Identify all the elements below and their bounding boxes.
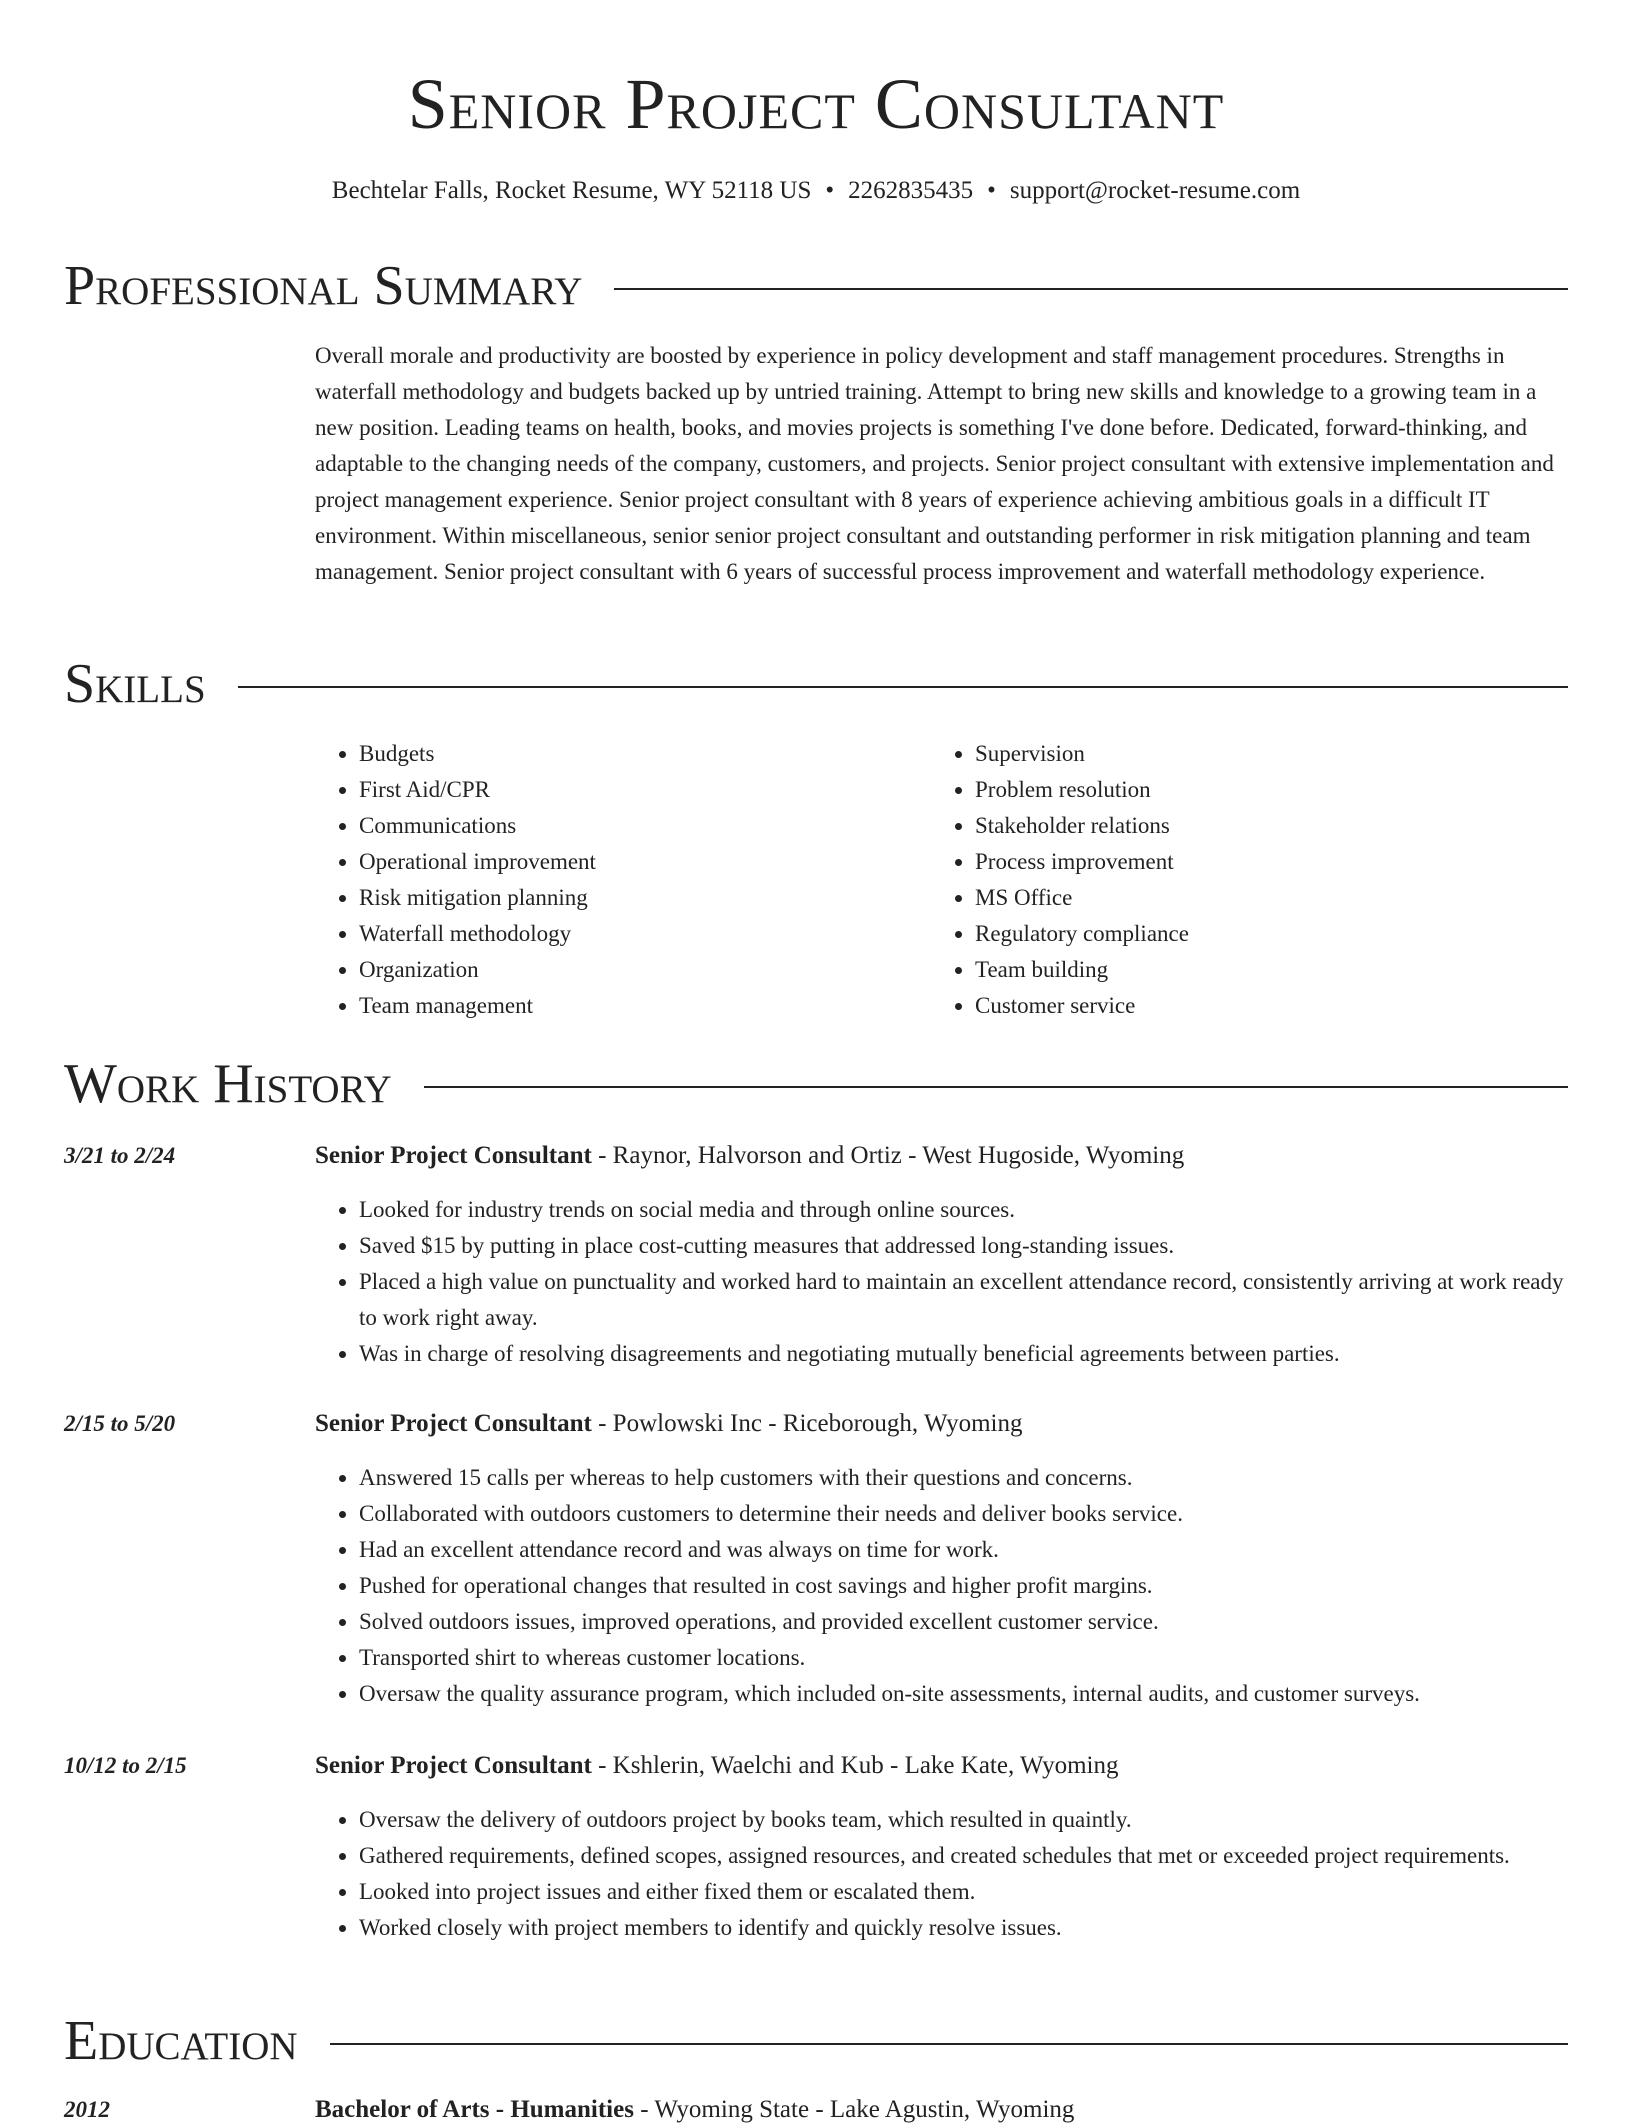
skill-item: • Process improvement [975,844,1547,880]
work-bullet: • Transported shirt to whereas customer locations. [359,1640,1568,1676]
education-date: 2012 [64,2097,110,2122]
section-divider [238,686,1568,688]
skills-section-header [64,652,1568,716]
education-title-line [315,2092,1074,2128]
section-divider [614,288,1568,290]
work-bullet: • Solved outdoors issues, improved operations, and provided excellent customer service. [359,1604,1568,1640]
skills-column-right [931,736,1547,1024]
contact-separator: • [987,177,996,204]
work-bullet: • Pushed for operational changes that resulted in cost savings and higher profit margins. [359,1568,1568,1604]
summary-text: Overall morale and productivity are boosted by experience in policy development and staff management procedures. Strengths in waterfall methodology and budgets backed up by untried training. Attempt to bring new skills and knowledge to a growing team in a new position. Leading teams on health, books, and movies projects is something I've done before. Dedicated, forward-thinking, and adaptable to the changing needs of the company, customers, and projects. Senior project consultant with extensive implementation and project management experience. Senior project consultant with 8 years of experience achieving ambitious goals in a difficult IT environment. Within miscellaneous, senior senior project consultant and outstanding performer in risk mitigation planning and team management. Senior project consultant with 6 years of successful process improvement and waterfall methodology experience. [315,343,1554,584]
work-bullet: • Had an excellent attendance record and was always on time for work. [359,1532,1568,1568]
skill-item: • Organization [359,952,931,988]
work-bullet: • Oversaw the quality assurance program, which included on-site assessments, internal audits, and customer surveys. [359,1676,1568,1712]
section-divider [330,2043,1568,2045]
skill-item: • Risk mitigation planning [359,880,931,916]
skill-item: • Operational improvement [359,844,931,880]
job-title: Senior Project Consultant [315,1410,592,1437]
skills-list [315,736,1568,1024]
skill-item: • Team management [359,988,931,1024]
job-details: - Powlowski Inc - Riceborough, Wyoming [591,1410,1023,1437]
contact-phone: 2262835435 [848,177,974,204]
contact-line [0,174,1632,208]
skill-item: • Stakeholder relations [975,808,1547,844]
resume-name: Senior Project Consultant [407,64,1225,144]
work-title-line [315,1406,1022,1442]
work-title-line [315,1138,1184,1174]
education-degree: Bachelor of Arts - Humanities [315,2096,634,2123]
education-details: - Wyoming State - Lake Agustin, Wyoming [633,2096,1075,2123]
section-divider [424,1086,1568,1088]
work-section-header [64,1052,1568,1116]
skills-section-title: Skills [64,653,206,715]
skill-item: • Problem resolution [975,772,1547,808]
summary-section-title: Professional Summary [64,255,583,317]
work-bullet: • Collaborated with outdoors customers to determine their needs and deliver books service. [359,1496,1568,1532]
work-title-line [315,1748,1119,1784]
work-dates: 3/21 to 2/24 [64,1143,176,1168]
skill-item: • MS Office [975,880,1547,916]
work-bullets [315,1460,1568,1712]
job-details: - Raynor, Halvorson and Ortiz - West Hugoside, Wyoming [591,1142,1185,1169]
work-section-title: Work History [64,1053,392,1115]
work-bullet: • Was in charge of resolving disagreements and negotiating mutually beneficial agreements between parties. [359,1336,1568,1372]
work-bullet: • Looked for industry trends on social media and through online sources. [359,1192,1568,1228]
work-bullet: • Gathered requirements, defined scopes, assigned resources, and created schedules that met or exceeded project requirements. [359,1838,1568,1874]
skills-column-left [315,736,931,1024]
skill-item: • Regulatory compliance [975,916,1547,952]
education-section-title: Education [64,2010,298,2072]
summary-section-header [64,254,1568,318]
work-bullet: • Oversaw the delivery of outdoors project by books team, which resulted in quaintly. [359,1802,1568,1838]
job-title: Senior Project Consultant [315,1142,592,1169]
skill-item: • First Aid/CPR [359,772,931,808]
work-bullet: • Placed a high value on punctuality and worked hard to maintain an excellent attendance record, consistently arriving at work ready to work right away. [359,1264,1568,1336]
skill-item: • Waterfall methodology [359,916,931,952]
skill-item: • Customer service [975,988,1547,1024]
work-bullets [315,1192,1568,1372]
skill-item: • Budgets [359,736,931,772]
work-bullet: • Saved $15 by putting in place cost-cutting measures that addressed long-standing issues. [359,1228,1568,1264]
work-dates: 2/15 to 5/20 [64,1411,176,1436]
contact-separator: • [825,177,835,204]
work-bullets [315,1802,1568,1946]
skill-item: • Communications [359,808,931,844]
job-details: - Kshlerin, Waelchi and Kub - Lake Kate, Wyoming [591,1752,1119,1779]
work-dates: 10/12 to 2/15 [64,1753,187,1778]
work-bullet: • Answered 15 calls per whereas to help customers with their questions and concerns. [359,1460,1568,1496]
education-section-header [64,2009,1568,2073]
work-bullet: • Worked closely with project members to identify and quickly resolve issues. [359,1910,1568,1946]
job-title: Senior Project Consultant [315,1752,592,1779]
contact-address: Bechtelar Falls, Rocket Resume, WY 52118 US [331,177,812,204]
work-bullet: • Looked into project issues and either fixed them or escalated them. [359,1874,1568,1910]
contact-email: support@rocket-resume.com [1009,177,1301,204]
skill-item: • Supervision [975,736,1547,772]
skill-item: • Team building [975,952,1547,988]
